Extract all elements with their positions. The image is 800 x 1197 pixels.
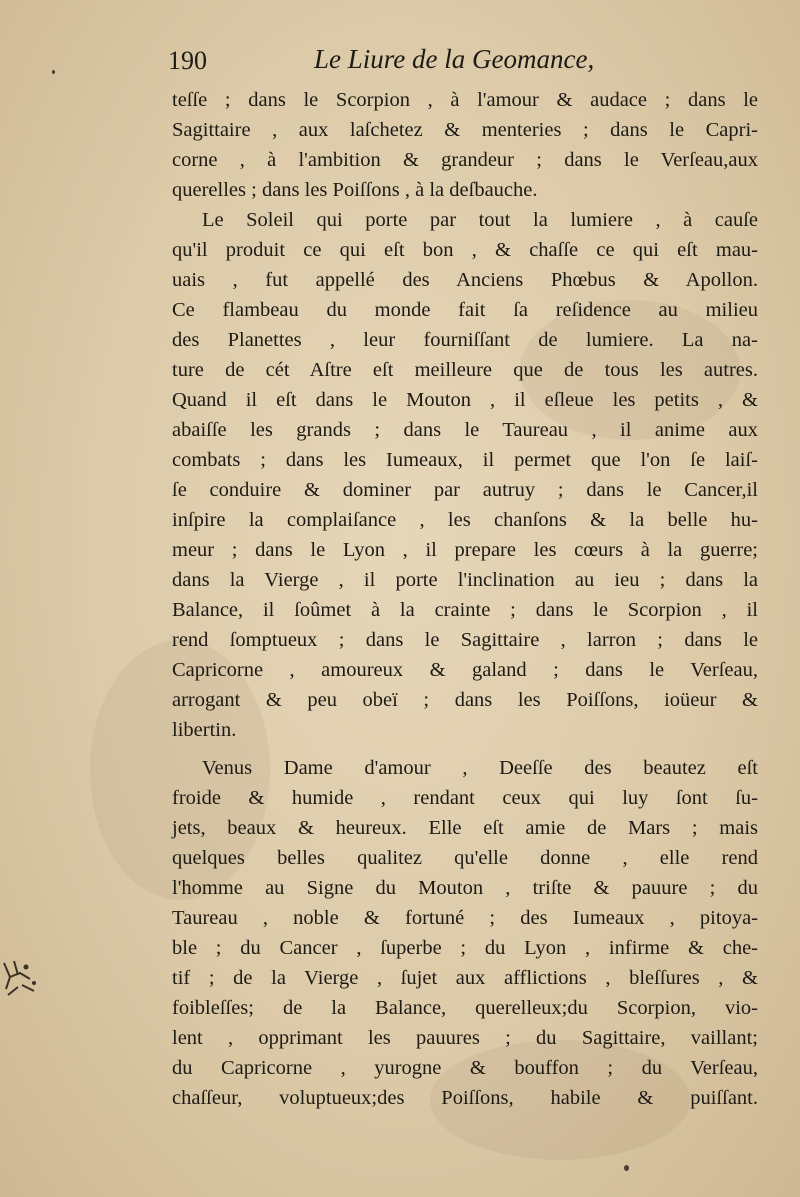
text-line: abaiſſe les grands ; dans le Taureau , il anime aux	[172, 419, 758, 441]
text-line: des Planettes , leur fourniſſant de lumiere. La na-	[172, 329, 758, 351]
text-line: arrogant & peu obeï ; dans les Poiſſons, ioüeur &	[172, 689, 758, 711]
running-title: Le Liure de la Geomance,	[314, 44, 595, 74]
text-line: teſſe ; dans le Scorpion , à l'amour & audace ; dans le	[172, 89, 758, 111]
ink-speck	[52, 70, 55, 74]
text-line: Quand il eſt dans le Mouton , il eſleue les petits , &	[172, 389, 758, 411]
text-block	[172, 85, 758, 1113]
text-line: meur ; dans le Lyon , il prepare les cœurs à la guerre;	[172, 539, 758, 561]
text-line: dans la Vierge , il porte l'inclination au ieu ; dans la	[172, 569, 758, 591]
paragraph-gap	[172, 745, 758, 753]
text-line: querelles ; dans les Poiſſons , à la deſbauche.	[172, 179, 538, 201]
text-line: Balance, il ſoûmet à la crainte ; dans le Scorpion , il	[172, 599, 758, 621]
text-line: l'homme au Signe du Mouton , triſte & pauure ; du	[172, 877, 758, 899]
paragraph-start-soleil: Le Soleil qui porte par tout la lumiere , à cauſe	[202, 209, 758, 231]
text-line: libertin.	[172, 719, 237, 741]
text-line: du Capricorne , yurogne & bouffon ; du Verſeau,	[172, 1057, 758, 1079]
text-line: Ce flambeau du monde fait ſa reſidence au milieu	[172, 299, 758, 321]
text-line: chaſſeur, voluptueux;des Poiſſons, habile & puiſſant.	[172, 1087, 758, 1109]
text-line: lent , opprimant les pauures ; du Sagittaire, vaillant;	[172, 1027, 758, 1049]
ink-speck	[624, 1165, 629, 1171]
page-number: 190	[168, 46, 207, 75]
page-header	[168, 40, 768, 86]
text-line: tif ; de la Vierge , ſujet aux afflictions , bleſſures , &	[172, 967, 758, 989]
paragraph-start-venus: Venus Dame d'amour , Deeſſe des beautez eſt	[202, 757, 758, 779]
text-line: Taureau , noble & fortuné ; des Iumeaux , pitoya-	[172, 907, 758, 929]
margin-ornament	[0, 955, 44, 1001]
text-line: combats ; dans les Iumeaux, il permet que l'on ſe laiſ-	[172, 449, 758, 471]
text-line: quelques belles qualitez qu'elle donne , elle rend	[172, 847, 758, 869]
text-line: inſpire la complaiſance , les chanſons & la belle hu-	[172, 509, 758, 531]
text-line: corne , à l'ambition & grandeur ; dans le Verſeau,aux	[172, 149, 758, 171]
text-line: ture de cét Aſtre eſt meilleure que de tous les autres.	[172, 359, 758, 381]
text-line: ſe conduire & dominer par autruy ; dans le Cancer,il	[172, 479, 758, 501]
text-line: rend ſomptueux ; dans le Sagittaire , larron ; dans le	[172, 629, 758, 651]
text-line: uais , fut appellé des Anciens Phœbus & Apollon.	[172, 269, 758, 291]
text-line: jets, beaux & heureux. Elle eſt amie de Mars ; mais	[172, 817, 758, 839]
text-line: foibleſſes; de la Balance, querelleux;du Scorpion, vio-	[172, 997, 758, 1019]
text-line: Sagittaire , aux laſchetez & menteries ; dans le Capri-	[172, 119, 758, 141]
text-line: qu'il produit ce qui eſt bon , & chaſſe ce qui eſt mau-	[172, 239, 758, 261]
text-line: froide & humide , rendant ceux qui luy ſont ſu-	[172, 787, 758, 809]
text-line: Capricorne , amoureux & galand ; dans le Verſeau,	[172, 659, 758, 681]
text-line: ble ; du Cancer , ſuperbe ; du Lyon , infirme & che-	[172, 937, 758, 959]
